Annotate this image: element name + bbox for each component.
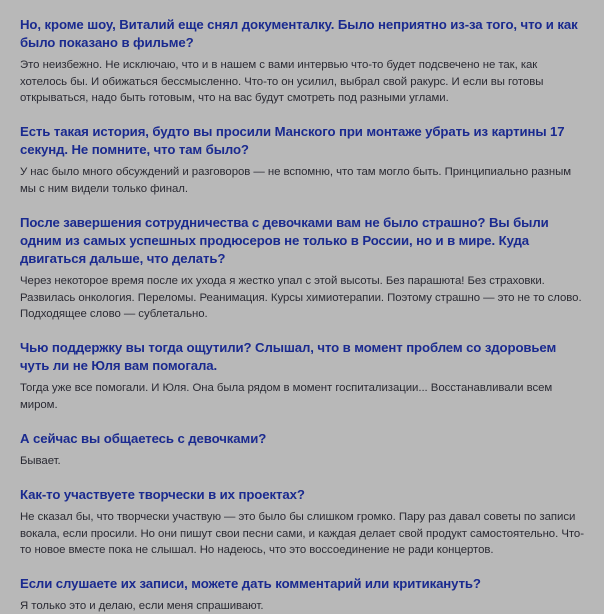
answer-text: У нас было много обсуждений и разговоров — не вспомню, что там могло быть. Принципиально разным мы с ним видели только финал. <box>20 166 571 195</box>
qa-block <box>20 430 584 469</box>
qa-block <box>20 16 584 106</box>
question-text: После завершения сотрудничества с девочками вам не было страшно? Вы были одним из самых успешных продюсеров не только в России, но и в мире. Куда двигаться дальше, что делать? <box>20 214 549 267</box>
question-text: Но, кроме шоу, Виталий еще снял документалку. Было неприятно из-за того, что и как было показано в фильме? <box>20 17 578 51</box>
question-text: Как-то участвуете творчески в их проектах? <box>20 487 305 503</box>
answer-text: Через некоторое время после их ухода я жестко упал с этой высоты. Без парашюта! Без страховки. Развилась онкология. Переломы. Реанимация. Курсы химиотерапии. Поэтому страшно — это не то слово. Подходящее слово — сублетально. <box>20 275 582 320</box>
qa-block <box>20 575 584 614</box>
qa-block <box>20 214 584 322</box>
question-text: Если слушаете их записи, можете дать комментарий или критикануть? <box>20 576 481 592</box>
question-text: А сейчас вы общаетесь с девочками? <box>20 430 267 446</box>
question-text: Чью поддержку вы тогда ощутили? Слышал, что в момент проблем со здоровьем чуть ли не Юля вам помогала. <box>20 340 557 374</box>
answer-text: Это неизбежно. Не исключаю, что и в нашем с вами интервью что-то будет подсвечено не так, как хотелось бы. И обижаться бессмысленно. Что-то он усилил, выбрал свой ракурс. И если вы готовы открываться, надо быть готовым, что на вас будут смотреть под разными углами. <box>20 59 544 104</box>
answer-text: Не сказал бы, что творчески участвую — это было бы слишком громко. Пару раз давал советы по записи вокала, если просили. Но они пишут свои песни сами, и каждая делает свой продукт самостоятельно. Что-то новое вместе пока не слышал. Но надеюсь, что это воссоединение не ради концертов. <box>20 511 584 556</box>
answer-text: Я только это и делаю, если меня спрашивают. <box>20 600 264 613</box>
answer-text: Бывает. <box>20 455 61 468</box>
qa-block <box>20 486 584 558</box>
qa-block <box>20 339 584 413</box>
qa-block <box>20 123 584 197</box>
question-text: Есть такая история, будто вы просили Манского при монтаже убрать из картины 17 секунд. Не помните, что там было? <box>20 124 565 158</box>
answer-text: Тогда уже все помогали. И Юля. Она была рядом в момент госпитализации... Восстанавливали всем миром. <box>20 382 553 411</box>
